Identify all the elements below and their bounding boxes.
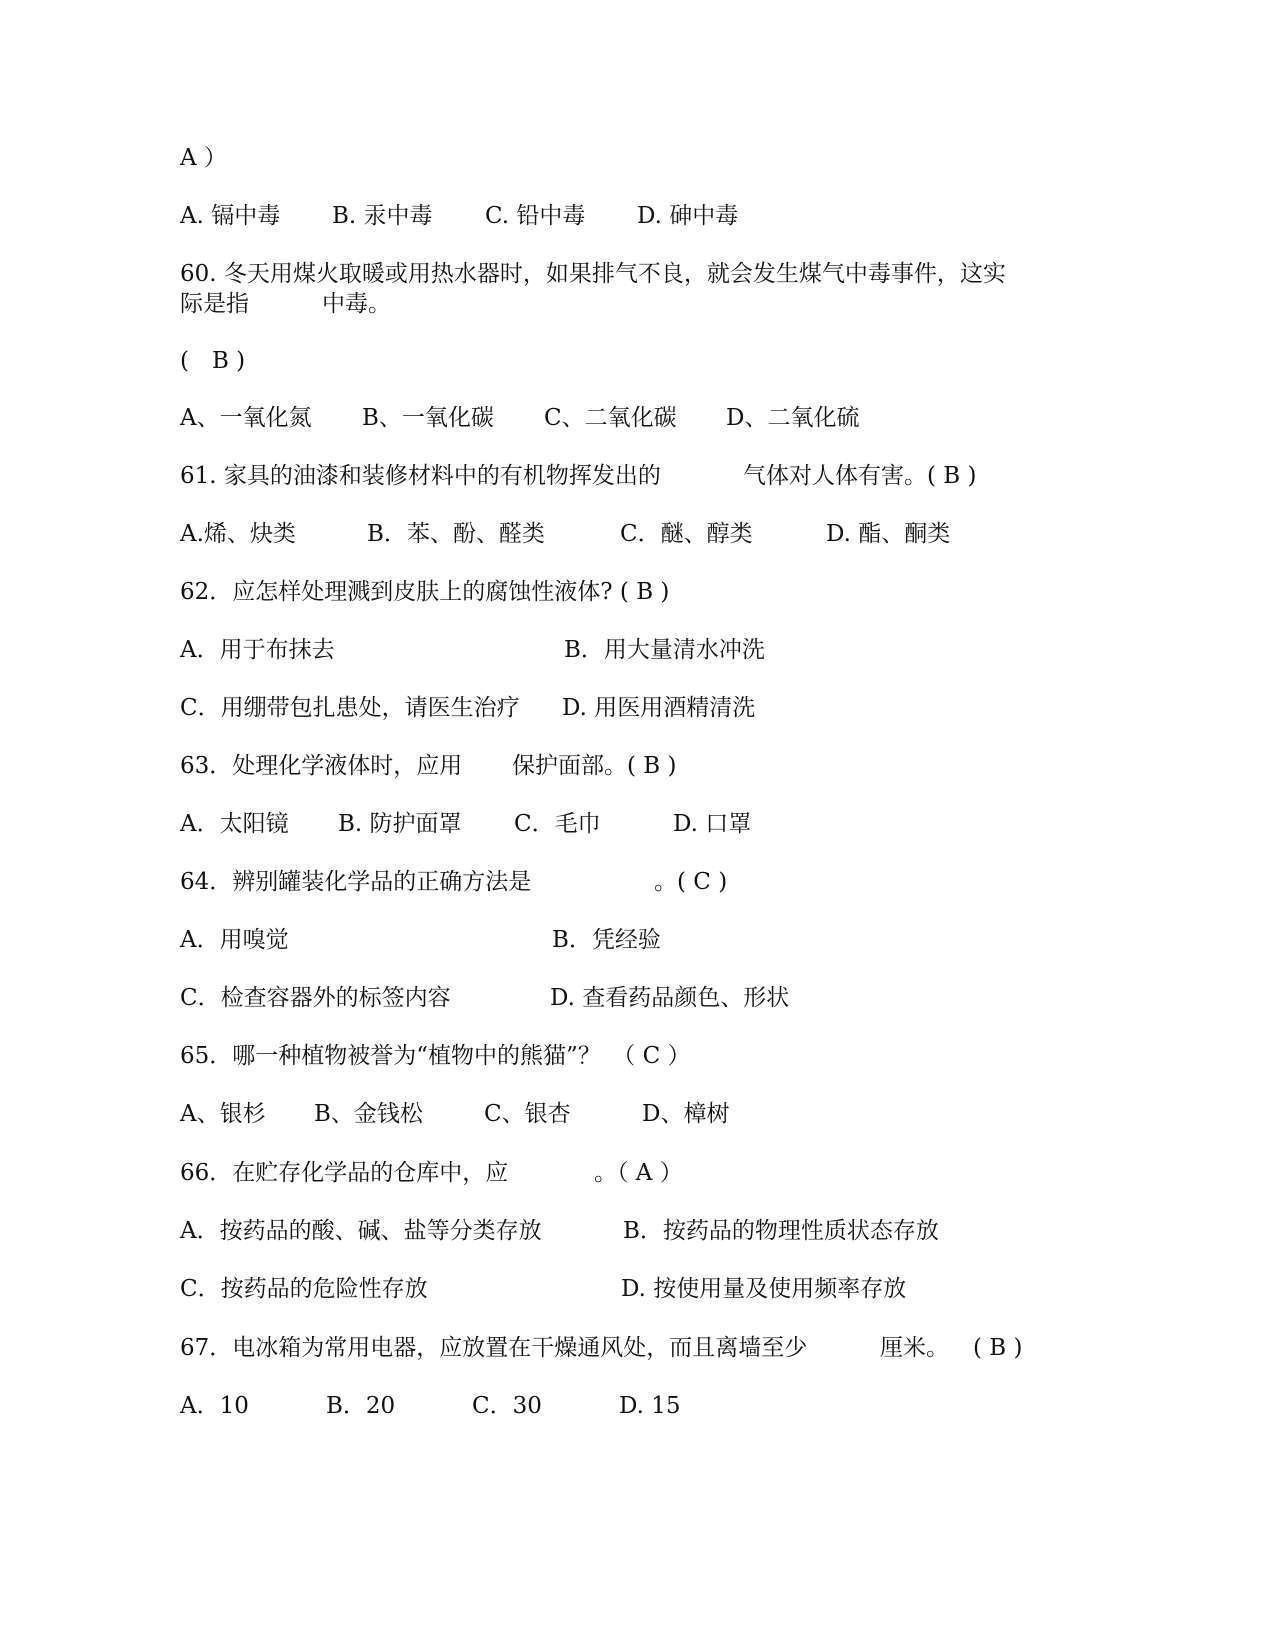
option-c: C、银杏 bbox=[484, 1101, 571, 1127]
q67-answer: ( B ) bbox=[973, 1335, 1023, 1361]
q67-options bbox=[180, 1391, 1080, 1421]
option-d: D. 查看药品颜色、形状 bbox=[550, 985, 790, 1011]
q60-options bbox=[180, 403, 1080, 433]
option-c: C. 铅中毒 bbox=[485, 203, 586, 229]
option-c: C．按药品的危险性存放 bbox=[180, 1276, 428, 1302]
option-a: A、银杉 bbox=[180, 1101, 266, 1127]
q60-text-line2: 际是指 中毒。 bbox=[180, 291, 391, 317]
q64-options-row2 bbox=[180, 983, 1080, 1013]
q65-text: 65．哪一种植物被誉为“植物中的熊猫”？ （ C ） bbox=[180, 1043, 691, 1069]
q66-options-row2 bbox=[180, 1274, 1080, 1304]
q67-text: 67．电冰箱为常用电器，应放置在干燥通风处，而且离墙至少 厘米。 ( B ) bbox=[180, 1335, 1023, 1361]
option-b: B、金钱松 bbox=[314, 1101, 423, 1127]
option-c: C．醚、醇类 bbox=[620, 521, 753, 547]
option-b: B．用大量清水冲洗 bbox=[564, 637, 765, 663]
q62-options-row1 bbox=[180, 635, 1080, 665]
q62-text: 62．应怎样处理溅到皮肤上的腐蚀性液体? ( B ) bbox=[180, 579, 670, 605]
option-b: B．按药品的物理性质状态存放 bbox=[623, 1218, 939, 1244]
q59-options bbox=[180, 201, 1080, 231]
option-c: C．检查容器外的标签内容 bbox=[180, 985, 451, 1011]
option-c: C．用绷带包扎患处，请医生治疗 bbox=[180, 695, 520, 721]
q60-answer: ( B ) bbox=[180, 348, 246, 374]
option-b: B. 汞中毒 bbox=[332, 203, 433, 229]
option-b: B．苯、酚、醛类 bbox=[367, 521, 545, 547]
option-c: C．30 bbox=[472, 1393, 542, 1419]
option-d: D. 口罩 bbox=[673, 811, 752, 837]
option-a: A. 镉中毒 bbox=[180, 203, 281, 229]
q64-options-row1 bbox=[180, 925, 1080, 955]
option-d: D、二氧化硫 bbox=[726, 405, 860, 431]
option-a: A．按药品的酸、碱、盐等分类存放 bbox=[180, 1218, 542, 1244]
q65-options bbox=[180, 1099, 1080, 1129]
option-a: A．10 bbox=[180, 1393, 249, 1419]
option-b: B．凭经验 bbox=[552, 927, 661, 953]
option-a: A．用于布抹去 bbox=[180, 637, 335, 663]
option-a: A．用嗅觉 bbox=[180, 927, 289, 953]
q61-text: 61. 家具的油漆和装修材料中的有机物挥发出的 气体对人体有害。( B ) bbox=[180, 463, 977, 489]
option-b: B、一氧化碳 bbox=[362, 405, 494, 431]
q61-options bbox=[180, 519, 1080, 549]
option-d: D. 酯、酮类 bbox=[826, 521, 951, 547]
q63-text: 63．处理化学液体时，应用 保护面部。( B ) bbox=[180, 753, 677, 779]
option-b: B．20 bbox=[326, 1393, 396, 1419]
q66-options-row1 bbox=[180, 1216, 1080, 1246]
q64-text: 64．辨别罐装化学品的正确方法是 。( C ) bbox=[180, 869, 728, 895]
option-a: A、一氧化氮 bbox=[180, 405, 312, 431]
q63-options bbox=[180, 809, 1080, 839]
option-b: B. 防护面罩 bbox=[338, 811, 462, 837]
option-c: C、二氧化碳 bbox=[544, 405, 677, 431]
q60-text-line1: 60. 冬天用煤火取暖或用热水器时，如果排气不良，就会发生煤气中毒事件，这实 bbox=[180, 261, 1006, 287]
option-a: A．太阳镜 bbox=[180, 811, 289, 837]
option-d: D. 砷中毒 bbox=[637, 203, 739, 229]
option-d: D. 15 bbox=[619, 1393, 681, 1419]
option-c: C．毛巾 bbox=[514, 811, 601, 837]
option-a: A.烯、炔类 bbox=[180, 521, 296, 547]
previous-answer: A ） bbox=[180, 145, 227, 171]
q66-text: 66．在贮存化学品的仓库中，应 。（ A ） bbox=[180, 1160, 683, 1186]
q62-options-row2 bbox=[180, 693, 1080, 723]
option-d: D. 用医用酒精清洗 bbox=[562, 695, 756, 721]
option-d: D、樟树 bbox=[642, 1101, 730, 1127]
option-d: D. 按使用量及使用频率存放 bbox=[621, 1276, 907, 1302]
